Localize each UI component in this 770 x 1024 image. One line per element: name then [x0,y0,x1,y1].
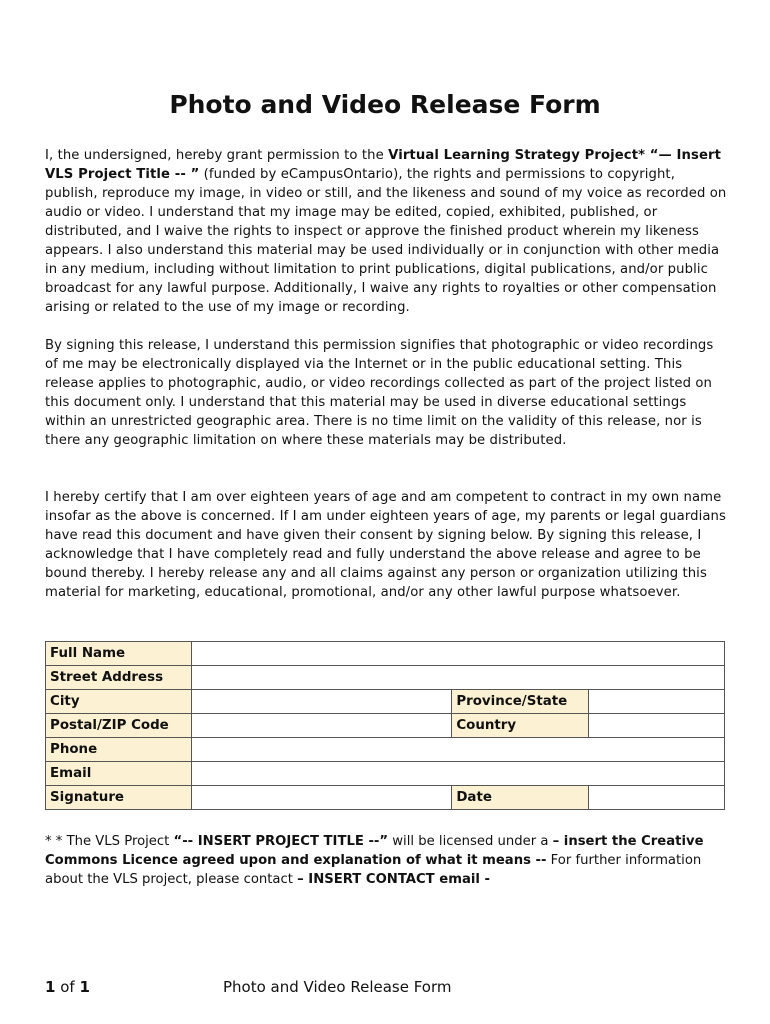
footnote-mid: will be licensed under a [388,834,553,849]
full-name-label: Full Name [46,642,192,666]
province-state-field[interactable] [589,690,725,714]
grant-rest: (funded by eCampusOntario), the rights and permissions to copyright, publish, reproduce my image, in video or still, and the likeness and sound of my voice as recorded on audio or video. I understand that my image may be edited, copied, exhibited, published, or distributed, and I waive the rights to inspect or approve the finished product wherein my likeness appears. I also understand this material may be used individually or in conjunction with other media in any medium, including without limitation to print publications, digital publications, and/or public broadcast for any lawful purpose. Additionally, I waive any rights to royalties or other compensation arising or related to the use of my image or recording. [45,167,727,315]
form-row-phone [46,738,725,762]
page-current: 1 [45,978,56,996]
form-row-postal [46,714,725,738]
project-name: Virtual Learning Strategy Project* “— Insert VLS Project Title -- ” [45,148,722,182]
form-row-city [46,690,725,714]
full-name-field[interactable] [191,642,724,666]
footnote-further: For further information about the VLS project, please contact [45,853,702,887]
signature-label: Signature [46,786,192,810]
city-field[interactable] [191,690,451,714]
grant-paragraph [45,146,727,317]
city-label: City [46,690,192,714]
country-field[interactable] [589,714,725,738]
footer-title: Photo and Video Release Form [223,978,452,996]
date-field[interactable] [589,786,725,810]
phone-label: Phone [46,738,192,762]
certification-paragraph: I hereby certify that I am over eighteen years of age and am competent to contract in my own name insofar as the above is concerned. If I am under eighteen years of age, my parents or legal guardians have read this document and have given their consent by signing below. By signing this release, I acknowledge that I have completely read and fully understand the above release and agree to be bound thereby. I hereby release any and all claims against any person or organization utilizing this material for marketing, educational, promotional, and/or any other lawful purpose whatsoever. [45,490,726,600]
footnote-contact: – INSERT CONTACT email - [297,872,490,887]
footnote-licence: – insert the Creative Commons Licence agreed upon and explanation of what it means -- [45,834,704,868]
street-address-label: Street Address [46,666,192,690]
phone-field[interactable] [191,738,724,762]
email-field[interactable] [191,762,724,786]
email-label: Email [46,762,192,786]
page-of: of [55,978,80,996]
form-row-full-name [46,642,725,666]
footnote-prefix: * * The VLS Project [45,834,174,849]
province-state-label: Province/State [452,690,589,714]
signature-field[interactable] [191,786,451,810]
date-label: Date [452,786,589,810]
page-number [45,978,90,996]
form-row-signature [46,786,725,810]
page-total: 1 [79,978,90,996]
postal-zip-field[interactable] [191,714,451,738]
license-footnote [45,832,727,889]
release-form-table [45,641,725,810]
footnote-project-title: “-- INSERT PROJECT TITLE --” [173,834,389,849]
grant-intro: I, the undersigned, hereby grant permission to the [45,148,389,163]
street-address-field[interactable] [191,666,724,690]
form-row-street-address [46,666,725,690]
form-row-email [46,762,725,786]
postal-zip-label: Postal/ZIP Code [46,714,192,738]
permission-paragraph: By signing this release, I understand this permission signifies that photographic or video recordings of me may be electronically displayed via the Internet or in the public educational setting. This release applies to photographic, audio, or video recordings collected as part of the project listed on this document only. I understand that this material may be used in diverse educational settings within an unrestricted geographic area. There is no time limit on the validity of this release, nor is there any geographic limitation on where these materials may be distributed. [45,338,714,448]
country-label: Country [452,714,589,738]
page-title: Photo and Video Release Form [169,90,601,119]
